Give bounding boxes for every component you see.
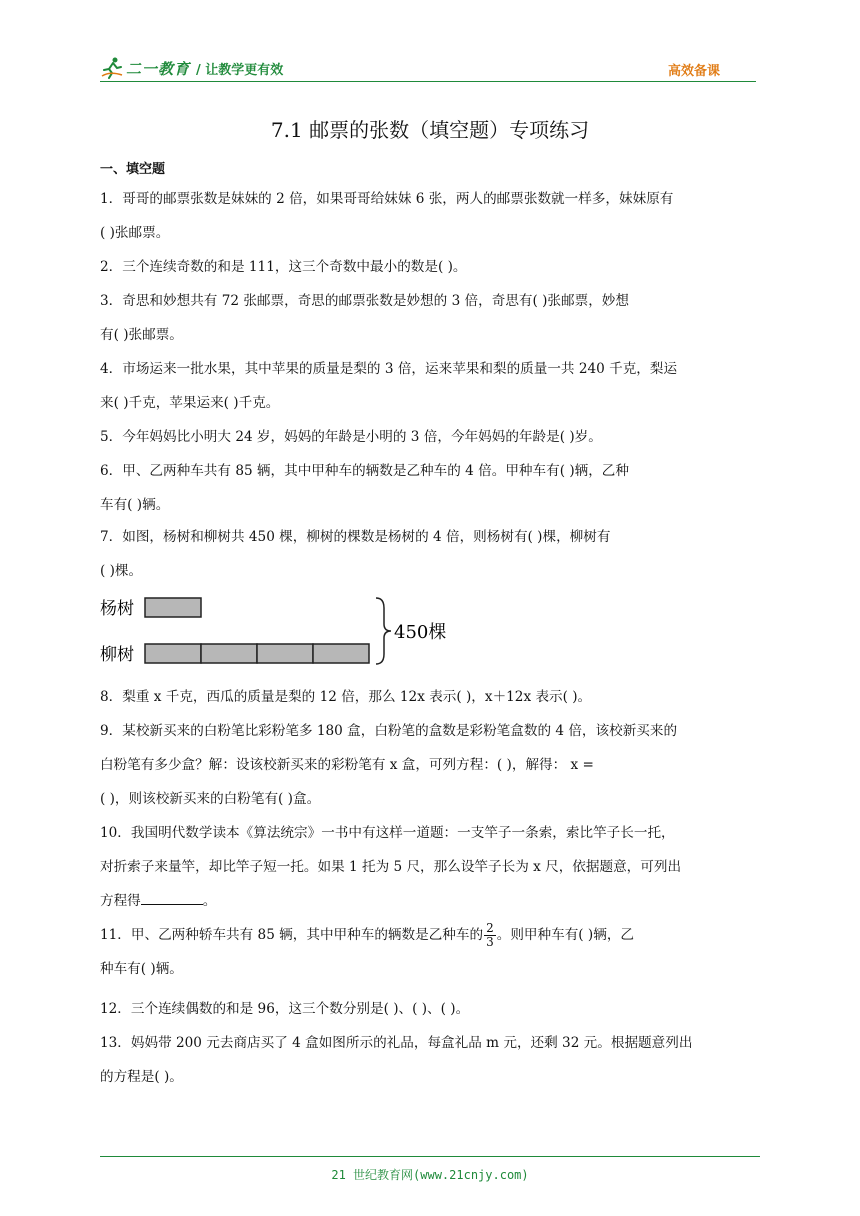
brand-slogan: / 让教学更有效: [196, 62, 284, 78]
willow-bar-unit: [257, 644, 313, 663]
total-label: 450棵: [394, 622, 447, 643]
question-1: 1．哥哥的邮票张数是妹妹的 2 倍，如果哥哥给妹妹 6 张，两人的邮票张数就一样多，妹妹原有 ( )张邮票。: [100, 191, 674, 241]
willow-bar: [145, 644, 369, 663]
footer-divider: [100, 1156, 760, 1157]
question-6: 6．甲、乙两种车共有 85 辆，其中甲种车的辆数是乙种车的 4 倍。甲种车有( )辆，乙种 车有( )辆。: [100, 463, 629, 513]
question-4: 4．市场运来一批水果，其中苹果的质量是梨的 3 倍，运来苹果和梨的质量一共 240 千克，梨运 来( )千克，苹果运来( )千克。: [100, 361, 678, 411]
brace-icon: [376, 598, 391, 664]
header-divider: [100, 81, 756, 82]
question-7: 7．如图，杨树和柳树共 450 棵，柳树的棵数是杨树的 4 倍，则杨树有( )棵，柳树有 ( )棵。: [100, 529, 611, 579]
runner-logo-icon: [100, 57, 124, 79]
question-11: 11．甲、乙两种轿车共有 85 辆，其中甲种车的辆数是乙种车的 $\frac{2}{3}$ 。则甲种车有( )辆，乙 种车有( )辆。: [100, 921, 635, 977]
section-heading: 一、填空题: [100, 162, 166, 177]
poplar-bar: [145, 598, 201, 617]
willow-bar-unit: [201, 644, 257, 663]
question-13: 13．妈妈带 200 元去商店买了 4 盒如图所示的礼品，每盒礼品 m 元，还剩 32 元。根据题意列出 的方程是( )。: [100, 1035, 693, 1085]
tree-count-diagram: [100, 596, 460, 668]
willow-label: 柳树: [100, 645, 134, 665]
question-3: 3．奇思和妙想共有 72 张邮票，奇思的邮票张数是妙想的 3 倍，奇思有( )张邮票，妙想 有( )张邮票。: [100, 293, 629, 343]
question-10: 10．我国明代数学读本《算法统宗》一书中有这样一道题：一支竿子一条索，索比竿子长一托， 对折索子来量竿，却比竿子短一托。如果 1 托为 5 尺，那么设竿子长为 x 尺，依据题意，可列出 方程得 。: [100, 825, 682, 909]
page-header: [100, 56, 756, 84]
question-2: 2．三个连续奇数的和是 111，这三个奇数中最小的数是( )。: [100, 259, 467, 275]
logo: [100, 56, 283, 80]
question-12: 12．三个连续偶数的和是 96，这三个数分别是( )、( )、( )。: [100, 1001, 470, 1017]
header-tag: 高效备课: [667, 64, 720, 79]
brand-name: 二一教育: [126, 59, 191, 78]
willow-bar-unit: [313, 644, 369, 663]
willow-bar-unit: [145, 644, 201, 663]
page-footer: 21 世纪教育网(www.21cnjy.com): [331, 1168, 529, 1182]
answer-blank: [141, 890, 203, 905]
page-title: 7.1 邮票的张数（填空题）专项练习: [270, 118, 590, 142]
question-5: 5．今年妈妈比小明大 24 岁，妈妈的年龄是小明的 3 倍，今年妈妈的年龄是( )岁。: [100, 429, 602, 445]
question-8: 8．梨重 x 千克，西瓜的质量是梨的 12 倍，那么 12x 表示( )，x＋12x 表示( )。: [100, 689, 592, 705]
fraction: $\frac{2}{3}$: [486, 921, 494, 949]
question-9: 9．某校新买来的白粉笔比彩粉笔多 180 盒，白粉笔的盒数是彩粉笔盒数的 4 倍，该校新买来的 白粉笔有多少盒？解：设该校新买来的彩粉笔有 x 盒，可列方程：( )，解得： x = ( )，则该校新买来的白粉笔有( )盒。: [100, 723, 678, 807]
poplar-label: 杨树: [100, 599, 134, 619]
